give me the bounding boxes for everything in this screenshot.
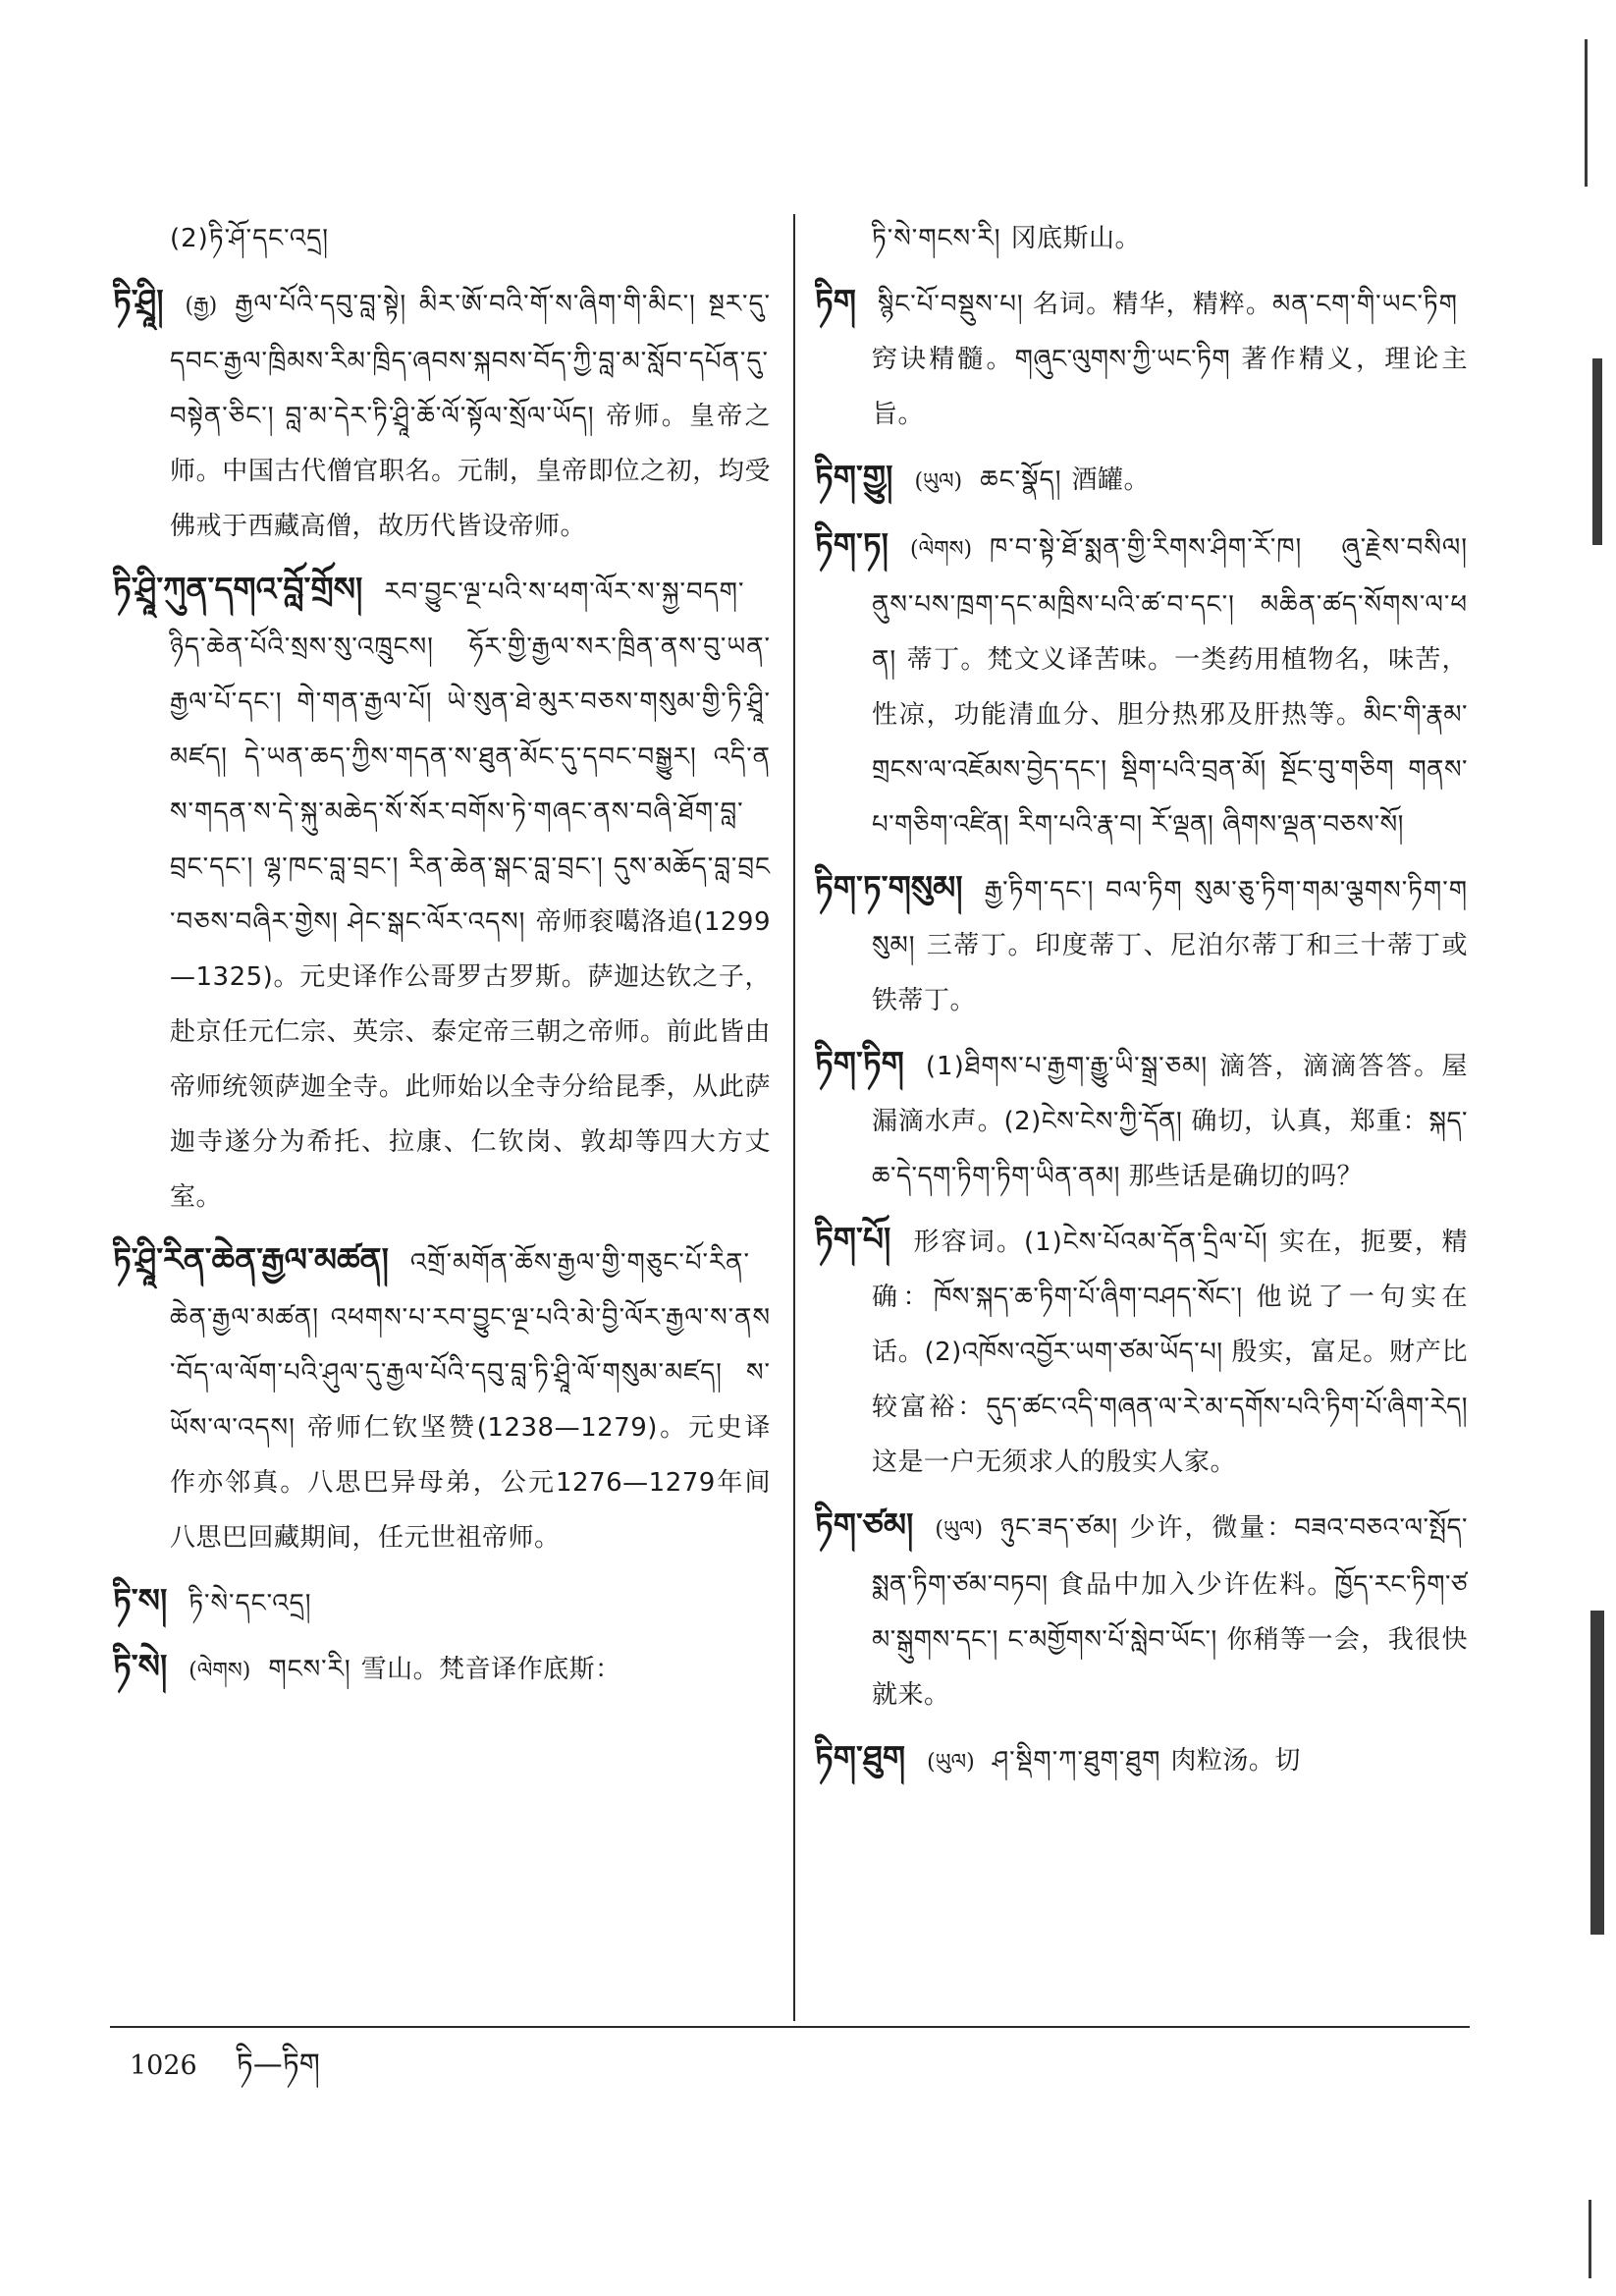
tibetan-definition: ཏི་སེ་གངས་རི། [872,224,1001,253]
dictionary-entry [815,1212,1468,1490]
chinese-definition: 窍诀精髓。གཞུང་ལུགས་ཀྱི་ཡང་ཏིག 著作精义，理论主旨。 [872,345,1468,429]
dictionary-entry [815,1730,1468,1790]
entry-label: (ལེགས) [189,1659,251,1683]
column-divider [793,214,795,2021]
tibetan-definition: རྒྱ་ཏིག་དང་། བལ་ཏིག སུམ་ཅུ་ཏིག་གམ་ལྕགས་ཏིག་གསུམ། [872,876,1468,960]
entry-headword: ཏི་ཤྲཱི་ཀུན་དགའ་བློ་གྲོས། [113,570,363,608]
entry-headword: ཏིག་ཏིག [815,1044,904,1082]
entry-label: (ཡུལ) [914,469,963,494]
tibetan-definition: སྙིང་པོ་བསྡུས་པ། 名词。精华，精粹。མན་ངག་གི་ཡང་ཏིག [877,290,1458,319]
entry-headword: ཏི་ས། [113,1581,168,1619]
headword-range: ཏི—ཏིག [236,2048,320,2082]
tibetan-definition: (1)ཐིགས་པ་རྒྱག་རྒྱུ་ཡི་སྒྲ་ཅམ། [925,1052,1209,1081]
footer-rule [110,2026,1470,2028]
left-column [113,211,771,2023]
chinese-definition: 实在，扼要，精确：ཁོས་སྐད་ཆ་ཏིག་པོ་ཞིག་བཤད་སོང་། 他说了一句实在话。(2)འཁོས་འབྱོར་ཡག་ཙམ་ཡོད་པ། 殷实，富足。财产比较富裕：དུད་ཚང་འདི་གཞན་ལ་རེ་མ་དགོས་པའི་ཏིག་པོ་ཞིག་རེད། 这是一户无须求人的殷实人家。 [872,1228,1468,1477]
chinese-definition: 酒罐。 [1071,465,1150,495]
entry-headword: ཏིག་ཐུག [815,1738,906,1777]
tibetan-definition: 形容词。(1)ངེས་པོའམ་དོན་དྲིལ་པོ། [912,1228,1268,1257]
entry-headword: ཏི་ཤྲཱི། [113,282,164,320]
dictionary-entry [815,274,1468,442]
chinese-definition: 三蒂丁。印度蒂丁、尼泊尔蒂丁和三十蒂丁或铁蒂丁。 [872,931,1468,1015]
tibetan-definition: གངས་རི། [268,1655,351,1684]
chinese-definition: 帝师仁钦坚赞(1238—1279)。元史译作亦邻真。八思巴异母弟，公元1276—1279年间八思巴回藏期间，任元世祖帝师。 [170,1413,771,1553]
dictionary-entry [815,211,1468,266]
chinese-definition: 冈底斯山。 [1010,224,1142,253]
scan-edge-mark [1585,39,1588,187]
entry-headword: ཏིག་གྱུ། [815,458,893,496]
dictionary-entry [815,860,1468,1028]
entry-headword: ཏིག་པོ། [815,1220,891,1258]
chinese-definition: 肉粒汤。切 [1170,1746,1301,1776]
tibetan-definition: ཆང་སྣོད། [980,465,1062,495]
right-column [815,211,1468,2023]
entry-label: (ཡུལ) [927,1750,975,1775]
tibetan-definition: ཁ་བ་སྟེ་ཐོ་སྨན་གྱི་རིགས་ཤིག་རོ་ཁ། ཞུ་རྗེས་བསིལ། ནུས་པས་ཁྲག་དང་མཁྲིས་པའི་ཚ་བ་དང་། མཆིན་ཚད་སོགས་ལ་ཕན། [872,533,1468,675]
dictionary-entry [815,1498,1468,1722]
dictionary-entry [815,1036,1468,1204]
page-number: 1026 [130,2050,197,2081]
tibetan-definition: རབ་བྱུང་ལྔ་པའི་ས་ཕག་ལོར་ས་སྐྱ་བདག་ཉིད་ཆེན་པོའི་སྲས་སུ་འཁྲུངས། ཧོར་གྱི་རྒྱལ་སར་ཁྲིན་ནས་བུ་ཡན་རྒྱལ་པོ་དང་། གེ་གན་རྒྱལ་པོ། ཡེ་སུན་ཐེ་མུར་བཅས་གསུམ་གྱི་ཏི་ཤྲཱི་མཛད། དེ་ཡན་ཆད་ཀྱིས་གདན་ས་ཐུན་མོང་དུ་དབང་བསྒྱུར། འདི་ནས་གདན་ས་དེ་སྐུ་མཆེད་སོ་སོར་བགོས་ཏེ་གཞང་ནས་བཞི་ཐོག་བླ་བྲང་དང་། ལྷ་ཁང་བླ་བྲང་། རིན་ཆེན་སྒང་བླ་བྲང་། དུས་མཆོད་བླ་བྲང་བཅས་བཞིར་གྱེས། ཤེང་སྒང་ལོར་འདས། [170,577,771,937]
chinese-definition: 滴答，滴滴答答。屋漏滴水声。(2)ངེས་ངེས་ཀྱི་དོན། 确切，认真，郑重：སྐད་ཆ་དེ་དག་ཏིག་ཏིག་ཡིན་ནམ། 那些话是确切的吗？ [872,1052,1468,1191]
entry-headword: ཏི་སེ། [113,1647,168,1685]
tibetan-definition: རྒྱལ་པོའི་དབུ་བླ་སྟེ། མིར་ཨོ་བའི་གོ་ས་ཞིག་གི་མིང་། སྔར་དུ་དབང་རྒྱལ་ཁྲིམས་རིམ་ཁྲིད་ཞབས་སྐབས་བོད་ཀྱི་བླ་མ་སློབ་དཔོན་དུ་བསྟེན་ཅིང་། བླ་མ་དེར་ཏི་ཤྲཱི་ཆོ་ལོ་སྟོལ་སྲོལ་ཡོད། [170,290,771,431]
entry-headword: ཏི་ཤྲཱི་རིན་ཆེན་རྒྱལ་མཚན། [113,1240,389,1279]
chinese-definition: 蒂丁。梵文义译苦味。一类药用植物名，味苦，性凉，功能清血分、胆分热邪及肝热等。མིང་གི་རྣམ་གྲངས་ལ་འཇོམས་བྱེད་དང་། སྡིག་པའི་བྲན་མོ། སྔོང་བུ་གཅིག གནས་པ་གཅིག་འཛིན། རིག་པའི་རྣ་བ། རོ་ལྡན། ཞིགས་ལྡན་བཅས་སོ། [872,645,1468,840]
chinese-definition: 雪山。梵音译作底斯： [360,1655,621,1684]
entry-headword: ཏིག [815,282,856,320]
chinese-definition: 少许，微量：བཟའ་བཅའ་ལ་སྤོད་སྨན་ཏིག་ཙམ་བཏབ། 食品中加入少许佐料。ཁྱོད་རང་ཏིག་ཙམ་སྒུགས་དང་། ང་མགྱོགས་པོ་སླེབ་ཡོང་། 你稍等一会，我很快就来。 [872,1513,1468,1710]
tibetan-definition: འགྲོ་མགོན་ཆོས་རྒྱལ་གྱི་གཅུང་པོ་རིན་ཆེན་རྒྱལ་མཚན། འཕགས་པ་རབ་བྱུང་ལྔ་པའི་མེ་བྱི་ལོར་རྒྱལ་ས་ནས་བོད་ལ་ལོག་པའི་ཤུལ་དུ་རྒྱལ་པོའི་དབུ་བླ་ཏི་ཤྲཱི་ལོ་གསུམ་མཛད། ས་ཡོས་ལ་འདས། [170,1248,771,1443]
dictionary-entry [113,211,771,266]
scan-edge-mark [1589,2200,1591,2278]
tibetan-definition: ཏི་སེ་དང་འདྲ། [189,1589,312,1618]
dictionary-entry [113,1573,771,1631]
tibetan-definition: (2)ཏི་ཤོ་དང་འདྲ། [170,224,330,253]
entry-headword: ཏིག་ཏ་གསུམ། [815,868,963,906]
chinese-definition: 帝师。皇帝之师。中国古代僧官职名。元制，皇帝即位之初，均受佛戒于西藏高僧，故历代皆设帝师。 [170,402,771,541]
dictionary-entry [113,274,771,554]
entry-headword: ཏིག་ཙམ། [815,1505,914,1544]
dictionary-entry [815,450,1468,510]
entry-label: (ཡུལ) [935,1517,984,1542]
entry-label: (ལེགས) [909,537,973,562]
dictionary-entry [113,562,771,1225]
tibetan-definition: ཤ་སྡིག་ཀ་ཐུག་ཐུག [992,1746,1161,1776]
page-footer [130,2046,320,2086]
scan-edge-mark [1590,1611,1604,1935]
scan-edge-mark [1592,358,1602,545]
chinese-definition: 帝师衮噶洛追(1299—1325)。元史译作公哥罗古罗斯。萨迦达钦之子，赴京任元仁宗、英宗、泰定帝三朝之帝师。前此皆由帝师统领萨迦全寺。此师始以全寺分给昆季，从此萨迦寺遂分为希托、拉康、仁钦岗、敦却等四大方丈室。 [170,907,771,1212]
dictionary-entry [113,1232,771,1565]
tibetan-definition: ཉུང་ཟད་ཙམ། [1000,1513,1119,1543]
dictionary-entry [113,1639,771,1699]
entry-label: (རྒྱ) [185,294,218,318]
entry-headword: ཏིག་ཏ། [815,525,889,564]
dictionary-entry [815,518,1468,852]
